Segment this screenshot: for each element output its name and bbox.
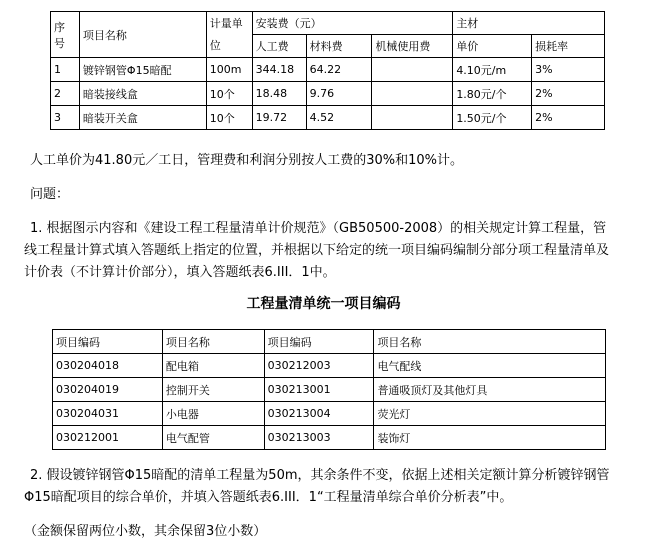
cell-machine [372, 82, 453, 106]
cell-name: 荧光灯 [374, 402, 606, 426]
cell-name: 小电器 [162, 402, 264, 426]
cell-price: 1.50元/个 [453, 106, 532, 130]
cell-machine [372, 58, 453, 82]
cell-code: 030204019 [53, 378, 163, 402]
cell-code: 030204018 [53, 354, 163, 378]
table-row [51, 82, 605, 106]
cell-loss: 2% [532, 106, 605, 130]
cell-code: 030212003 [264, 354, 374, 378]
header-unit: 计量单位 [206, 12, 252, 58]
cell-name: 镀锌钢管Φ15暗配 [79, 58, 206, 82]
cell-name: 控制开关 [162, 378, 264, 402]
fee-table [50, 11, 605, 130]
cell-name: 电气配线 [374, 354, 606, 378]
header-install-fee: 安装费（元） [252, 12, 453, 35]
rounding-note: （金额保留两位小数，其余保留3位小数） [24, 524, 267, 539]
cell-machine [372, 106, 453, 130]
cell-code: 030212001 [53, 426, 163, 450]
code-table-heading: 工程量清单统一项目编码 [246, 296, 401, 312]
cell-code: 030213003 [264, 426, 374, 450]
cell-material: 64.22 [306, 58, 372, 82]
cell-labor: 344.18 [252, 58, 306, 82]
table-row [53, 426, 606, 450]
question-1-line-3: 计价表（不计算计价部分），填入答题纸表6.III．1中。 [24, 265, 336, 280]
header-labor: 人工费 [252, 35, 306, 58]
code-table-header-row [53, 330, 606, 354]
header-machine: 机械使用费 [372, 35, 453, 58]
header-material: 材料费 [306, 35, 372, 58]
question-1-line-1: 1. 根据图示内容和《建设工程工程量清单计价规范》（GB50500-2008）的相关规定计算工程量，管 [30, 221, 607, 236]
cell-code: 030204031 [53, 402, 163, 426]
cell-code: 030213004 [264, 402, 374, 426]
cell-name: 配电箱 [162, 354, 264, 378]
labor-rate-paragraph: 人工单价为41.80元／工日，管理费和利润分别按人工费的30%和10%计。 [30, 153, 464, 168]
cell-unit: 10个 [206, 82, 252, 106]
cell-material: 9.76 [306, 82, 372, 106]
header-name: 项目名称 [79, 12, 206, 58]
table-row [53, 354, 606, 378]
cell-labor: 18.48 [252, 82, 306, 106]
question-1-line-2: 线工程量计算式填入答题纸上指定的位置，并根据以下给定的统一项目编码编制分部分项工程量清单及 [24, 243, 610, 258]
table-row [51, 106, 605, 130]
cell-name: 电气配管 [162, 426, 264, 450]
cell-name: 普通吸顶灯及其他灯具 [374, 378, 606, 402]
cell-loss: 3% [532, 58, 605, 82]
cell-labor: 19.72 [252, 106, 306, 130]
question-label: 问题： [30, 187, 70, 202]
header-code-1: 项目编码 [53, 330, 163, 354]
cell-loss: 2% [532, 82, 605, 106]
cell-unit: 10个 [206, 106, 252, 130]
cell-name: 暗装开关盒 [79, 106, 206, 130]
header-name-1: 项目名称 [162, 330, 264, 354]
question-2-line-2: Φ15暗配项目的综合单价，并填入答题纸表6.III．1“工程量清单综合单价分析表”中。 [24, 490, 513, 505]
fee-table-header-row [51, 12, 605, 35]
header-main-material: 主材 [453, 12, 605, 35]
header-code-2: 项目编码 [264, 330, 374, 354]
table-row [53, 402, 606, 426]
header-name-2: 项目名称 [374, 330, 606, 354]
header-seq: 序号 [51, 12, 80, 58]
cell-price: 1.80元/个 [453, 82, 532, 106]
cell-name: 暗装接线盒 [79, 82, 206, 106]
question-2-line-1: 2. 假设镀锌钢管Φ15暗配的清单工程量为50m，其余条件不变，依据上述相关定额计算分析镀锌钢管 [30, 468, 610, 483]
header-loss: 损耗率 [532, 35, 605, 58]
project-code-table [52, 329, 606, 450]
cell-seq: 3 [51, 106, 80, 130]
table-row [53, 378, 606, 402]
cell-code: 030213001 [264, 378, 374, 402]
cell-seq: 2 [51, 82, 80, 106]
header-price: 单价 [453, 35, 532, 58]
table-row [51, 58, 605, 82]
cell-name: 装饰灯 [374, 426, 606, 450]
cell-unit: 100m [206, 58, 252, 82]
cell-price: 4.10元/m [453, 58, 532, 82]
cell-seq: 1 [51, 58, 80, 82]
cell-material: 4.52 [306, 106, 372, 130]
